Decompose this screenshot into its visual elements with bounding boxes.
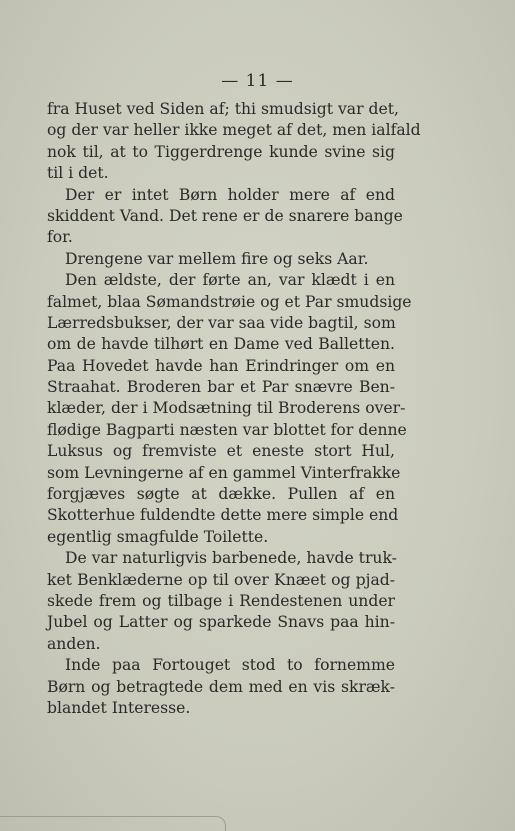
text-line: klæder, der i Modsætning til Broderens over- bbox=[47, 399, 406, 418]
text-line: Der er intet Børn holder mere af end bbox=[65, 185, 395, 204]
text-line: nok til, at to Tiggerdrenge kunde svine sig bbox=[47, 142, 395, 161]
text-line: anden. bbox=[47, 634, 101, 653]
text-line: Jubel og Latter og sparkede Snavs paa hin- bbox=[47, 613, 395, 632]
text-line: forgjæves søgte at dække. Pullen af en bbox=[47, 485, 395, 504]
text-line: om de havde tilhørt en Dame ved Balletten. bbox=[47, 335, 395, 354]
text-line: Drengene var mellem fire og seks Aar. bbox=[65, 249, 369, 268]
text-line: skede frem og tilbage i Rendestenen under bbox=[47, 591, 395, 610]
text-line: Skotterhue fuldendte dette mere simple end bbox=[47, 506, 399, 525]
text-line: fra Huset ved Siden af; thi smudsigt var det, bbox=[47, 100, 399, 118]
text-line: Straahat. Broderen bar et Par snævre Ben- bbox=[47, 378, 395, 397]
text-line: blandet Interesse. bbox=[47, 698, 191, 717]
text-line: Den ældste, der førte an, var klædt i en bbox=[65, 271, 395, 290]
text-line: falmet, blaa Sømandstrøie og et Par smudsige bbox=[47, 292, 412, 311]
body-text bbox=[47, 99, 421, 719]
text-line: Luksus og fremviste et eneste stort Hul, bbox=[47, 442, 395, 461]
text-line: som Levningerne af en gammel Vinterfrakke bbox=[47, 463, 401, 482]
text-line: Inde paa Fortouget stod to fornemme bbox=[65, 656, 395, 675]
text-line: ket Benklæderne op til over Knæet og pjad- bbox=[47, 570, 395, 589]
text-line: Lærredsbukser, der var saa vide bagtil, som bbox=[47, 313, 396, 332]
text-line: og der var heller ikke meget af det, men ialfald bbox=[47, 121, 421, 140]
text-line: for. bbox=[47, 228, 73, 247]
text-line: flødige Bagparti næsten var blottet for denne bbox=[47, 420, 407, 439]
text-line: skiddent Vand. Det rene er de snarere bange bbox=[47, 206, 403, 225]
text-line: egentlig smagfulde Toilette. bbox=[47, 527, 269, 546]
text-line: til i det. bbox=[47, 164, 109, 183]
text-line: Paa Hovedet havde han Erindringer om en bbox=[47, 356, 395, 375]
page-number: — 11 — bbox=[221, 71, 294, 91]
text-line: De var naturligvis barbenede, havde truk- bbox=[65, 549, 397, 568]
text-line: Børn og betragtede dem med en vis skræk- bbox=[47, 677, 395, 696]
page-edge-mark bbox=[0, 816, 226, 831]
